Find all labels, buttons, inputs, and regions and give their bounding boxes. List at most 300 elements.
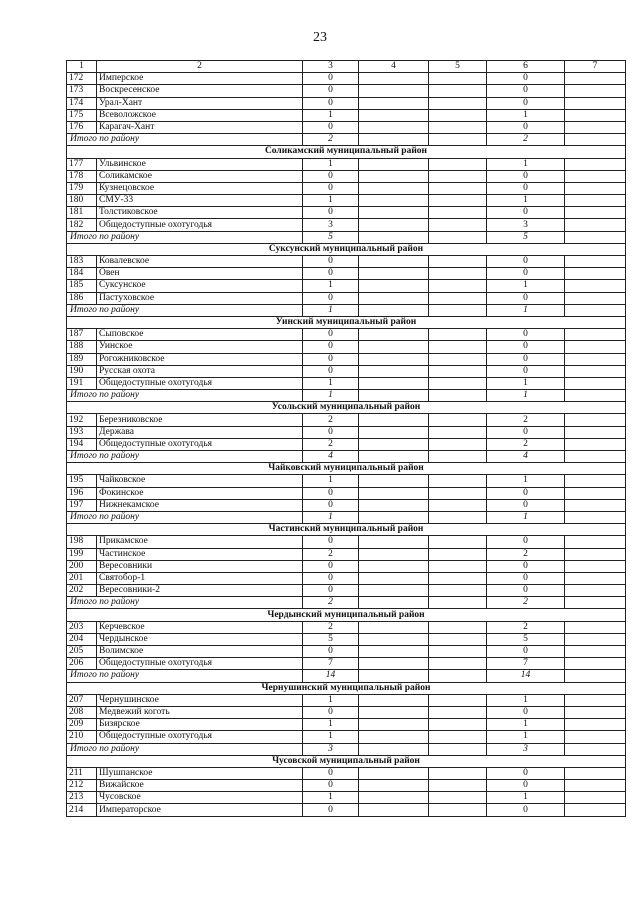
column-5-empty-cell xyxy=(429,780,487,792)
column-6-total-cell: 1 xyxy=(487,511,565,523)
table-row xyxy=(67,804,626,816)
column-4-empty-cell xyxy=(359,536,429,548)
column-5-empty-cell xyxy=(429,536,487,548)
column-7-empty-cell xyxy=(565,207,626,219)
row-number-cell: 191 xyxy=(67,377,97,389)
hunting-ground-name-cell: Березниковское xyxy=(97,414,303,426)
column-3-value-cell: 1 xyxy=(303,792,359,804)
hunting-ground-name-cell: Частинское xyxy=(97,548,303,560)
column-6-value-cell: 3 xyxy=(487,219,565,231)
column-7-empty-cell xyxy=(565,256,626,268)
column-7-empty-cell xyxy=(565,597,626,609)
column-5-empty-cell xyxy=(429,804,487,816)
column-6-total-cell: 4 xyxy=(487,451,565,463)
table-row xyxy=(67,182,626,194)
column-6-value-cell: 0 xyxy=(487,207,565,219)
column-7-empty-cell xyxy=(565,97,626,109)
table-row xyxy=(67,170,626,182)
column-4-empty-cell xyxy=(359,256,429,268)
column-7-empty-cell xyxy=(565,658,626,670)
table-row xyxy=(67,292,626,304)
column-3-value-cell: 0 xyxy=(303,353,359,365)
district-heading-row xyxy=(67,243,626,255)
column-6-value-cell: 1 xyxy=(487,377,565,389)
column-3-value-cell: 1 xyxy=(303,731,359,743)
district-heading: Усольский муниципальный район xyxy=(67,402,626,414)
column-6-total-cell: 14 xyxy=(487,670,565,682)
column-6-value-cell: 0 xyxy=(487,268,565,280)
column-3-value-cell: 1 xyxy=(303,694,359,706)
column-3-value-cell: 0 xyxy=(303,182,359,194)
column-6-value-cell: 0 xyxy=(487,646,565,658)
column-6-value-cell: 0 xyxy=(487,365,565,377)
column-3-value-cell: 1 xyxy=(303,475,359,487)
column-3-value-cell: 2 xyxy=(303,621,359,633)
column-5-empty-cell xyxy=(429,414,487,426)
column-5-empty-cell xyxy=(429,633,487,645)
column-7-empty-cell xyxy=(565,511,626,523)
hunting-ground-name-cell: Керчевское xyxy=(97,621,303,633)
column-7-empty-cell xyxy=(565,487,626,499)
district-total-row xyxy=(67,134,626,146)
district-total-label: Итого по району xyxy=(67,511,303,523)
column-5-empty-cell xyxy=(429,658,487,670)
column-5-empty-cell xyxy=(429,73,487,85)
hunting-ground-name-cell: Общедоступные охотугодья xyxy=(97,438,303,450)
column-7-empty-cell xyxy=(565,536,626,548)
column-6-total-cell: 3 xyxy=(487,743,565,755)
table-row xyxy=(67,256,626,268)
column-3-value-cell: 0 xyxy=(303,121,359,133)
column-5-empty-cell xyxy=(429,256,487,268)
column-6-value-cell: 0 xyxy=(487,353,565,365)
district-total-label: Итого по району xyxy=(67,451,303,463)
column-4-empty-cell xyxy=(359,670,429,682)
hunting-ground-name-cell: Чусовское xyxy=(97,792,303,804)
column-4-empty-cell xyxy=(359,207,429,219)
column-4-empty-cell xyxy=(359,694,429,706)
table-row xyxy=(67,353,626,365)
column-5-empty-cell xyxy=(429,548,487,560)
column-7-empty-cell xyxy=(565,85,626,97)
column-7-empty-cell xyxy=(565,134,626,146)
row-number-cell: 175 xyxy=(67,109,97,121)
column-5-empty-cell xyxy=(429,475,487,487)
column-3-value-cell: 0 xyxy=(303,73,359,85)
district-heading-row xyxy=(67,316,626,328)
row-number-cell: 200 xyxy=(67,560,97,572)
hunting-ground-name-cell: Всеволожское xyxy=(97,109,303,121)
hunting-ground-name-cell: Рогожниковское xyxy=(97,353,303,365)
column-4-empty-cell xyxy=(359,706,429,718)
column-3-value-cell: 2 xyxy=(303,548,359,560)
column-3-value-cell: 0 xyxy=(303,706,359,718)
column-3-total-cell: 2 xyxy=(303,134,359,146)
column-4-empty-cell xyxy=(359,292,429,304)
row-number-cell: 189 xyxy=(67,353,97,365)
column-4-empty-cell xyxy=(359,646,429,658)
column-4-empty-cell xyxy=(359,560,429,572)
column-7-empty-cell xyxy=(565,670,626,682)
row-number-cell: 180 xyxy=(67,195,97,207)
column-3-value-cell: 0 xyxy=(303,767,359,779)
column-3-value-cell: 1 xyxy=(303,719,359,731)
column-7-empty-cell xyxy=(565,73,626,85)
district-heading: Чайковский муниципальный район xyxy=(67,463,626,475)
hunting-ground-name-cell: СМУ-33 xyxy=(97,195,303,207)
row-number-cell: 209 xyxy=(67,719,97,731)
column-4-empty-cell xyxy=(359,621,429,633)
column-5-empty-cell xyxy=(429,365,487,377)
district-total-label: Итого по району xyxy=(67,670,303,682)
column-7-empty-cell xyxy=(565,292,626,304)
column-6-value-cell: 0 xyxy=(487,572,565,584)
row-number-cell: 185 xyxy=(67,280,97,292)
table-row xyxy=(67,658,626,670)
column-3-value-cell: 0 xyxy=(303,585,359,597)
column-3-total-cell: 5 xyxy=(303,231,359,243)
column-3-value-cell: 2 xyxy=(303,414,359,426)
hunting-ground-name-cell: Фокинское xyxy=(97,487,303,499)
column-5-empty-cell xyxy=(429,670,487,682)
column-header: 4 xyxy=(359,61,429,73)
column-5-empty-cell xyxy=(429,158,487,170)
column-5-empty-cell xyxy=(429,109,487,121)
column-3-value-cell: 0 xyxy=(303,268,359,280)
hunting-grounds-table xyxy=(66,60,626,817)
column-6-value-cell: 1 xyxy=(487,719,565,731)
column-7-empty-cell xyxy=(565,548,626,560)
column-4-empty-cell xyxy=(359,73,429,85)
column-5-empty-cell xyxy=(429,390,487,402)
column-4-empty-cell xyxy=(359,451,429,463)
table-row xyxy=(67,97,626,109)
district-heading: Чердынский муниципальный район xyxy=(67,609,626,621)
column-3-value-cell: 0 xyxy=(303,365,359,377)
column-5-empty-cell xyxy=(429,353,487,365)
column-4-empty-cell xyxy=(359,780,429,792)
column-6-value-cell: 0 xyxy=(487,585,565,597)
column-5-empty-cell xyxy=(429,377,487,389)
district-total-label: Итого по району xyxy=(67,231,303,243)
column-6-value-cell: 1 xyxy=(487,109,565,121)
hunting-ground-name-cell: Чернушинское xyxy=(97,694,303,706)
column-7-empty-cell xyxy=(565,451,626,463)
hunting-ground-name-cell: Императорское xyxy=(97,804,303,816)
table-row xyxy=(67,426,626,438)
column-6-total-cell: 2 xyxy=(487,134,565,146)
table-row xyxy=(67,280,626,292)
column-7-empty-cell xyxy=(565,170,626,182)
district-heading: Чусовской муниципальный район xyxy=(67,755,626,767)
district-total-row xyxy=(67,231,626,243)
column-3-value-cell: 0 xyxy=(303,292,359,304)
column-3-value-cell: 0 xyxy=(303,780,359,792)
district-total-row xyxy=(67,511,626,523)
hunting-ground-name-cell: Вижайское xyxy=(97,780,303,792)
table-row xyxy=(67,719,626,731)
column-5-empty-cell xyxy=(429,341,487,353)
row-number-cell: 208 xyxy=(67,706,97,718)
column-5-empty-cell xyxy=(429,743,487,755)
hunting-ground-name-cell: Чердынское xyxy=(97,633,303,645)
column-3-value-cell: 3 xyxy=(303,219,359,231)
column-6-value-cell: 0 xyxy=(487,426,565,438)
column-6-value-cell: 0 xyxy=(487,97,565,109)
column-3-value-cell: 0 xyxy=(303,256,359,268)
column-6-value-cell: 2 xyxy=(487,548,565,560)
column-7-empty-cell xyxy=(565,804,626,816)
column-5-empty-cell xyxy=(429,585,487,597)
hunting-ground-name-cell: Волимское xyxy=(97,646,303,658)
district-heading-row xyxy=(67,755,626,767)
column-7-empty-cell xyxy=(565,365,626,377)
column-7-empty-cell xyxy=(565,499,626,511)
column-6-value-cell: 0 xyxy=(487,73,565,85)
column-5-empty-cell xyxy=(429,767,487,779)
hunting-ground-name-cell: Уинское xyxy=(97,341,303,353)
district-heading: Соликамский муниципальный район xyxy=(67,146,626,158)
column-6-value-cell: 2 xyxy=(487,438,565,450)
column-7-empty-cell xyxy=(565,231,626,243)
table-row xyxy=(67,560,626,572)
column-5-empty-cell xyxy=(429,438,487,450)
column-5-empty-cell xyxy=(429,499,487,511)
column-6-value-cell: 0 xyxy=(487,780,565,792)
row-number-cell: 212 xyxy=(67,780,97,792)
column-4-empty-cell xyxy=(359,792,429,804)
table-row xyxy=(67,438,626,450)
column-4-empty-cell xyxy=(359,438,429,450)
column-5-empty-cell xyxy=(429,97,487,109)
column-5-empty-cell xyxy=(429,195,487,207)
column-6-value-cell: 1 xyxy=(487,792,565,804)
column-6-value-cell: 0 xyxy=(487,121,565,133)
column-7-empty-cell xyxy=(565,646,626,658)
column-6-value-cell: 0 xyxy=(487,329,565,341)
row-number-cell: 203 xyxy=(67,621,97,633)
column-7-empty-cell xyxy=(565,706,626,718)
column-5-empty-cell xyxy=(429,268,487,280)
row-number-cell: 184 xyxy=(67,268,97,280)
column-3-value-cell: 0 xyxy=(303,341,359,353)
column-4-empty-cell xyxy=(359,548,429,560)
column-header: 2 xyxy=(97,61,303,73)
hunting-ground-name-cell: Пастуховское xyxy=(97,292,303,304)
column-6-value-cell: 1 xyxy=(487,195,565,207)
row-number-cell: 179 xyxy=(67,182,97,194)
column-5-empty-cell xyxy=(429,694,487,706)
hunting-ground-name-cell: Суксунское xyxy=(97,280,303,292)
hunting-ground-name-cell: Толстиковское xyxy=(97,207,303,219)
row-number-cell: 186 xyxy=(67,292,97,304)
column-7-empty-cell xyxy=(565,195,626,207)
district-heading-row xyxy=(67,146,626,158)
column-4-empty-cell xyxy=(359,365,429,377)
column-5-empty-cell xyxy=(429,426,487,438)
column-header: 1 xyxy=(67,61,97,73)
column-5-empty-cell xyxy=(429,719,487,731)
row-number-cell: 174 xyxy=(67,97,97,109)
district-total-row xyxy=(67,670,626,682)
table-row xyxy=(67,268,626,280)
district-heading-row xyxy=(67,609,626,621)
table-row xyxy=(67,792,626,804)
hunting-ground-name-cell: Русская охота xyxy=(97,365,303,377)
row-number-cell: 202 xyxy=(67,585,97,597)
column-6-total-cell: 1 xyxy=(487,304,565,316)
column-7-empty-cell xyxy=(565,694,626,706)
column-6-value-cell: 0 xyxy=(487,182,565,194)
hunting-ground-name-cell: Вересовники xyxy=(97,560,303,572)
column-4-empty-cell xyxy=(359,109,429,121)
table-row xyxy=(67,633,626,645)
district-total-label: Итого по району xyxy=(67,743,303,755)
column-7-empty-cell xyxy=(565,109,626,121)
district-total-row xyxy=(67,304,626,316)
table-row xyxy=(67,109,626,121)
column-3-value-cell: 5 xyxy=(303,633,359,645)
column-6-value-cell: 0 xyxy=(487,256,565,268)
column-4-empty-cell xyxy=(359,499,429,511)
table-row xyxy=(67,536,626,548)
column-5-empty-cell xyxy=(429,560,487,572)
column-7-empty-cell xyxy=(565,158,626,170)
column-3-total-cell: 4 xyxy=(303,451,359,463)
row-number-cell: 211 xyxy=(67,767,97,779)
column-7-empty-cell xyxy=(565,219,626,231)
column-5-empty-cell xyxy=(429,219,487,231)
column-3-value-cell: 1 xyxy=(303,280,359,292)
column-6-value-cell: 0 xyxy=(487,804,565,816)
table-row xyxy=(67,365,626,377)
column-3-total-cell: 1 xyxy=(303,304,359,316)
column-4-empty-cell xyxy=(359,475,429,487)
hunting-ground-name-cell: Общедоступные охотугодья xyxy=(97,731,303,743)
table-row xyxy=(67,195,626,207)
column-7-empty-cell xyxy=(565,792,626,804)
row-number-cell: 197 xyxy=(67,499,97,511)
row-number-cell: 183 xyxy=(67,256,97,268)
row-number-cell: 181 xyxy=(67,207,97,219)
table-row xyxy=(67,572,626,584)
hunting-ground-name-cell: Ульвинское xyxy=(97,158,303,170)
hunting-ground-name-cell: Ковалевское xyxy=(97,256,303,268)
column-7-empty-cell xyxy=(565,426,626,438)
column-3-value-cell: 1 xyxy=(303,109,359,121)
hunting-ground-name-cell: Чайковское xyxy=(97,475,303,487)
hunting-ground-name-cell: Кузнецовское xyxy=(97,182,303,194)
column-7-empty-cell xyxy=(565,767,626,779)
column-7-empty-cell xyxy=(565,585,626,597)
row-number-cell: 176 xyxy=(67,121,97,133)
column-3-value-cell: 7 xyxy=(303,658,359,670)
column-7-empty-cell xyxy=(565,438,626,450)
column-5-empty-cell xyxy=(429,170,487,182)
column-7-empty-cell xyxy=(565,280,626,292)
column-4-empty-cell xyxy=(359,158,429,170)
district-heading-row xyxy=(67,463,626,475)
column-7-empty-cell xyxy=(565,572,626,584)
column-7-empty-cell xyxy=(565,743,626,755)
table-body xyxy=(67,61,626,817)
district-heading-row xyxy=(67,524,626,536)
row-number-cell: 204 xyxy=(67,633,97,645)
row-number-cell: 187 xyxy=(67,329,97,341)
column-6-value-cell: 0 xyxy=(487,292,565,304)
column-7-empty-cell xyxy=(565,377,626,389)
column-4-empty-cell xyxy=(359,597,429,609)
hunting-ground-name-cell: Общедоступные охотугодья xyxy=(97,658,303,670)
row-number-cell: 213 xyxy=(67,792,97,804)
column-5-empty-cell xyxy=(429,487,487,499)
column-4-empty-cell xyxy=(359,585,429,597)
column-5-empty-cell xyxy=(429,280,487,292)
table-row xyxy=(67,585,626,597)
row-number-cell: 210 xyxy=(67,731,97,743)
column-4-empty-cell xyxy=(359,767,429,779)
table-row xyxy=(67,73,626,85)
column-4-empty-cell xyxy=(359,219,429,231)
column-6-value-cell: 0 xyxy=(487,499,565,511)
column-5-empty-cell xyxy=(429,134,487,146)
row-number-cell: 196 xyxy=(67,487,97,499)
column-4-empty-cell xyxy=(359,487,429,499)
column-6-value-cell: 2 xyxy=(487,414,565,426)
district-total-label: Итого по району xyxy=(67,304,303,316)
column-7-empty-cell xyxy=(565,731,626,743)
column-7-empty-cell xyxy=(565,780,626,792)
row-number-cell: 177 xyxy=(67,158,97,170)
row-number-cell: 214 xyxy=(67,804,97,816)
table-row xyxy=(67,121,626,133)
hunting-ground-name-cell: Медвежий коготь xyxy=(97,706,303,718)
column-6-value-cell: 0 xyxy=(487,487,565,499)
column-7-empty-cell xyxy=(565,475,626,487)
row-number-cell: 173 xyxy=(67,85,97,97)
column-3-value-cell: 1 xyxy=(303,195,359,207)
column-5-empty-cell xyxy=(429,231,487,243)
column-6-value-cell: 0 xyxy=(487,536,565,548)
table-row xyxy=(67,487,626,499)
column-5-empty-cell xyxy=(429,597,487,609)
column-5-empty-cell xyxy=(429,292,487,304)
column-4-empty-cell xyxy=(359,633,429,645)
column-7-empty-cell xyxy=(565,329,626,341)
column-7-empty-cell xyxy=(565,268,626,280)
table-row xyxy=(67,706,626,718)
column-7-empty-cell xyxy=(565,121,626,133)
table-row xyxy=(67,499,626,511)
hunting-ground-name-cell: Святобор-1 xyxy=(97,572,303,584)
column-7-empty-cell xyxy=(565,560,626,572)
district-total-row xyxy=(67,451,626,463)
district-total-row xyxy=(67,597,626,609)
column-3-total-cell: 3 xyxy=(303,743,359,755)
column-4-empty-cell xyxy=(359,329,429,341)
table-row xyxy=(67,377,626,389)
hunting-ground-name-cell: Воскресенское xyxy=(97,85,303,97)
hunting-ground-name-cell: Урал-Хант xyxy=(97,97,303,109)
column-5-empty-cell xyxy=(429,646,487,658)
column-5-empty-cell xyxy=(429,329,487,341)
hunting-ground-name-cell: Сыповское xyxy=(97,329,303,341)
column-3-value-cell: 0 xyxy=(303,646,359,658)
table-row xyxy=(67,694,626,706)
hunting-ground-name-cell: Бизярское xyxy=(97,719,303,731)
row-number-cell: 194 xyxy=(67,438,97,450)
column-3-value-cell: 0 xyxy=(303,85,359,97)
